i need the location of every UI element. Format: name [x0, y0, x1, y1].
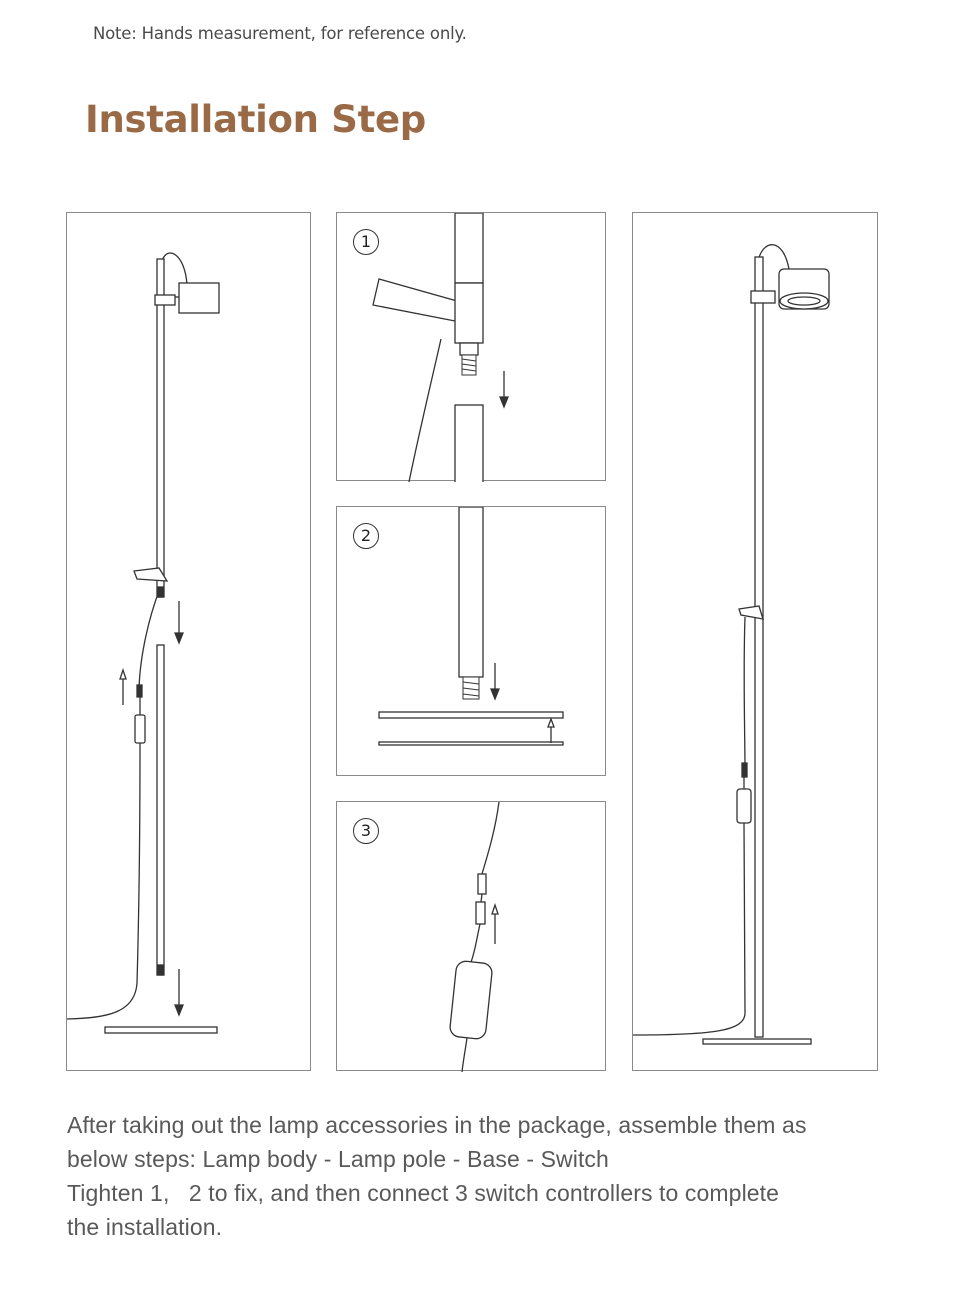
step-3-panel [336, 801, 606, 1071]
assembled-bracket [739, 606, 763, 619]
assembled-lamp-illustration [633, 213, 879, 1072]
assembled-switch [737, 789, 751, 823]
assembled-base [703, 1039, 811, 1044]
description-line-4: the installation. [67, 1214, 223, 1240]
step-1-illustration [337, 213, 607, 482]
exploded-assembly-panel [66, 212, 311, 1071]
description-line-1: After taking out the lamp accessories in the package, assemble them as [67, 1112, 807, 1138]
step-3-badge: 3 [353, 818, 379, 844]
step-3-illustration [337, 802, 607, 1072]
reference-note: Note: Hands measurement, for reference only. [93, 24, 467, 43]
base-top [379, 712, 563, 718]
step-1-badge: 1 [353, 229, 379, 255]
exploded-lamp-illustration [67, 213, 312, 1072]
description-line-3: Tighten 1, 2 to fix, and then connect 3 switch controllers to complete [67, 1180, 780, 1206]
description-line-2: below steps: Lamp body - Lamp pole - Base - Switch [67, 1146, 609, 1172]
step-2-illustration [337, 507, 607, 777]
page-title: Installation Step [85, 98, 426, 141]
installation-description [67, 1108, 927, 1244]
assembled-lamp-panel [632, 212, 878, 1071]
pole-thread [463, 677, 479, 699]
base-plate [105, 1027, 217, 1033]
switch-controller [449, 960, 493, 1039]
lamp-head-cable [162, 253, 187, 285]
assembled-pole [755, 257, 763, 1037]
assembled-lamp-head [779, 269, 829, 309]
head-clamp [155, 295, 175, 305]
lamp-head [179, 283, 219, 313]
connector-lower [476, 902, 485, 924]
bracket-arm [373, 279, 457, 321]
step-2-panel [336, 506, 606, 776]
lower-pole [157, 645, 164, 975]
pole-segment [455, 405, 483, 482]
inline-switch [135, 715, 145, 743]
base-bottom [379, 742, 563, 745]
step-2-badge: 2 [353, 523, 379, 549]
step-1-panel [336, 212, 606, 481]
upper-pole [157, 259, 164, 597]
thread [462, 355, 476, 375]
connector-upper [478, 874, 486, 894]
power-cable [139, 591, 159, 693]
